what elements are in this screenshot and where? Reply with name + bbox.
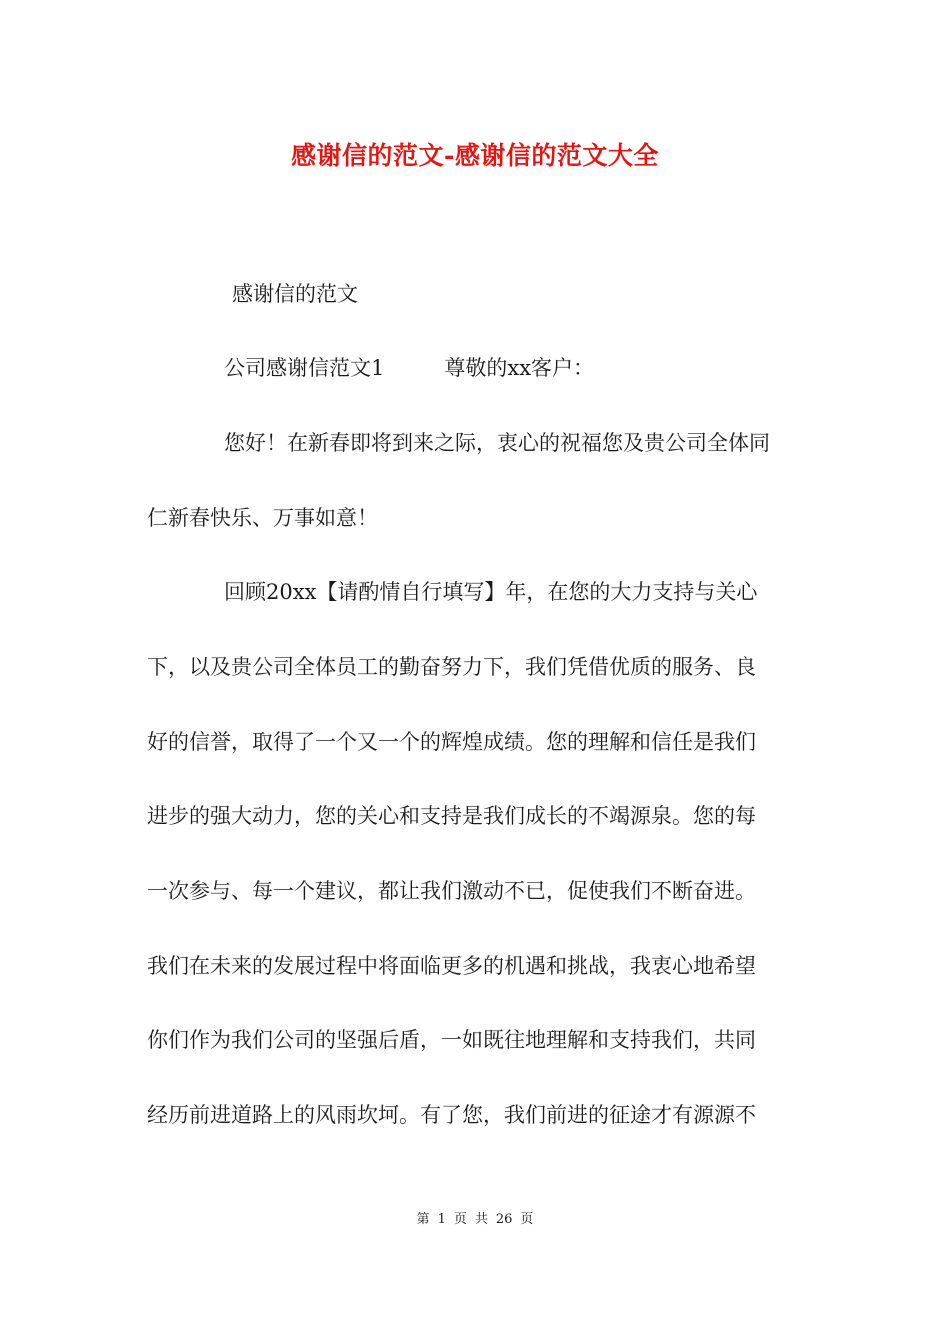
paragraph-line: 一次参与、每一个建议，都让我们激动不已，促使我们不断奋进。 — [147, 879, 756, 903]
paragraph-line: 下，以及贵公司全体员工的勤奋努力下，我们凭借优质的服务、良 — [147, 655, 756, 679]
document-title: 感谢信的范文-感谢信的范文大全 — [291, 141, 659, 170]
paragraph-line: 回顾20xx【请酌情自行填写】年，在您的大力支持与关心 — [224, 580, 758, 604]
salutation-line — [224, 354, 807, 382]
paragraph-line: 仁新春快乐、万事如意！ — [147, 506, 378, 530]
subheading: 感谢信的范文 — [232, 282, 358, 306]
footer-prefix: 第 — [416, 1212, 430, 1227]
footer-total-word: 共 — [474, 1212, 488, 1227]
paragraph-line: 您好！在新春即将到来之际，衷心的祝福您及贵公司全体同 — [224, 431, 770, 455]
footer-current-page: 1 — [437, 1212, 446, 1227]
paragraph-line: 进步的强大动力，您的关心和支持是我们成长的不竭源泉。您的每 — [147, 804, 756, 828]
paragraph-line: 好的信誉，取得了一个又一个的辉煌成绩。您的理解和信任是我们 — [147, 730, 756, 754]
footer-page-word: 页 — [453, 1212, 467, 1227]
salutation-left: 公司感谢信范文1 — [224, 356, 385, 380]
paragraph-line: 经历前进道路上的风雨坎坷。有了您，我们前进的征途才有源源不 — [147, 1103, 756, 1127]
footer-total-pages: 26 — [495, 1212, 513, 1227]
paragraph-line: 你们作为我们公司的坚强后盾，一如既往地理解和支持我们，共同 — [147, 1028, 756, 1052]
footer-suffix: 页 — [520, 1212, 534, 1227]
page-footer — [0, 1208, 950, 1227]
paragraph-line: 我们在未来的发展过程中将面临更多的机遇和挑战，我衷心地希望 — [147, 954, 756, 978]
salutation-right: 尊敬的xx客户： — [444, 356, 595, 380]
